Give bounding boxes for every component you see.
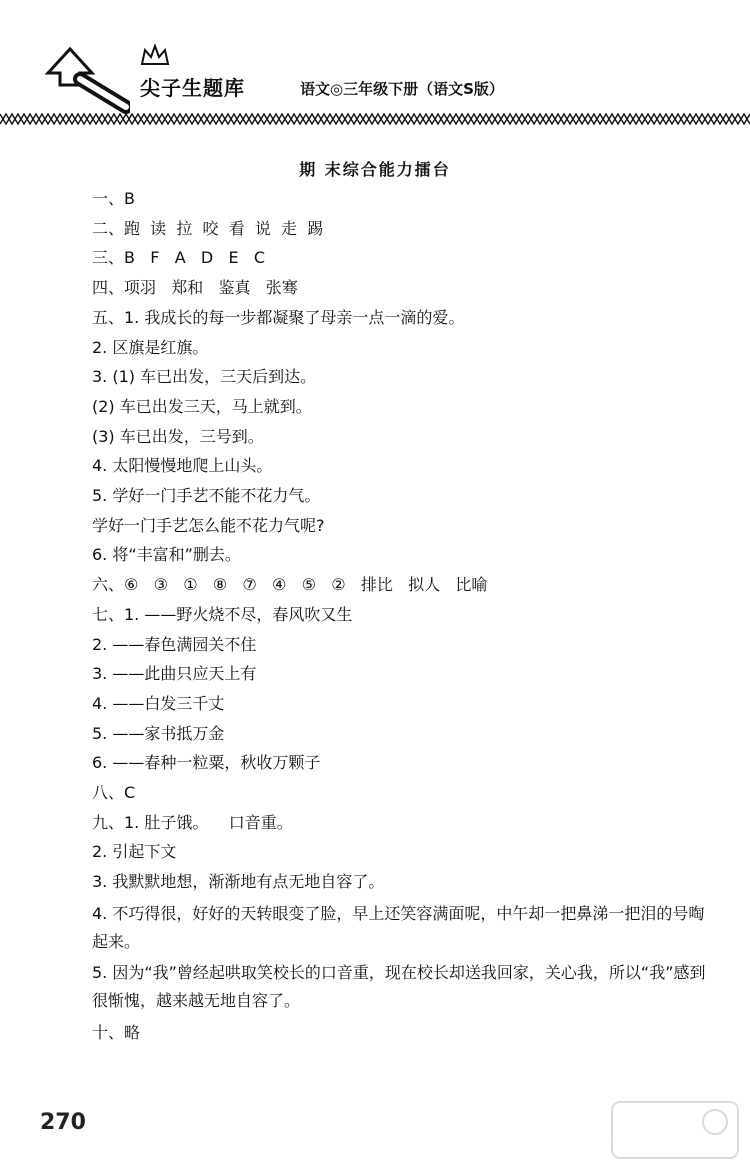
answer-line: 四、项羽 郑和 鉴真 张骞 [92,278,298,298]
answer-line: 三、B F A D E C [92,248,266,268]
answer-line: 五、1. 我成长的每一步都凝聚了母亲一点一滴的爱。 [92,307,465,327]
up-arrow-logo-icon [40,45,130,115]
answer-line: 一、B [92,189,135,208]
book-subtitle: 语文◎三年级下册（语文S版） [300,80,504,98]
answer-line: 3. 我默默地想，渐渐地有点无地自容了。 [92,872,385,892]
answer-paragraph: 5. 因为“我”曾经起哄取笑校长的口音重，现在校长却送我回家，关心我，所以“我”感到很惭愧，越来越无地自容了。 [92,962,706,1010]
answer-line: (2) 车已出发三天，马上就到。 [92,396,312,416]
answer-line: 6. ——春种一粒粟，秋收万颗子 [92,753,321,773]
answer-line: 2. ——春色满园关不住 [92,634,257,654]
zigzag-divider [0,112,750,126]
answer-line: 4. 太阳慢慢地爬上山头。 [92,456,273,476]
answer-line: 3. (1) 车已出发，三天后到达。 [92,367,317,387]
answer-line: 4. ——白发三千丈 [92,693,225,713]
answer-line: 二、跑 读 拉 咬 看 说 走 踢 [92,218,324,238]
page-header [0,0,750,135]
answer-line: 学好一门手艺怎么能不花力气呢? [92,515,325,535]
answer-content [92,184,720,1048]
answer-line: 八、C [92,783,136,803]
answer-line: 2. 区旗是红旗。 [92,337,209,357]
answer-line: (3) 车已出发，三号到。 [92,426,264,446]
answer-line: 5. 学好一门手艺不能不花力气。 [92,486,321,506]
answer-paragraph: 4. 不巧得很，好好的天转眼变了脸，早上还笑容满面呢，中午却一把鼻涕一把泪的号啕起来。 [92,903,705,951]
page-number: 270 [40,1110,86,1135]
crown-icon [140,44,170,66]
answer-line: 6. 将“丰富和”删去。 [92,545,241,565]
answer-line: 3. ——此曲只应天上有 [92,664,257,684]
answer-line: 六、⑥ ③ ① ⑧ ⑦ ④ ⑤ ② 排比 拟人 比喻 [92,575,488,595]
answer-line: 2. 引起下文 [92,842,177,862]
section-title: 期 末综合能力擂台 [299,160,451,179]
brand-logo: 尖子生题库 [140,76,245,100]
watermark-logo [610,1100,740,1160]
answer-line: 十、略 [92,1022,141,1042]
answer-line: 5. ——家书抵万金 [92,723,225,743]
answer-line: 七、1. ——野火烧不尽，春风吹又生 [92,604,353,624]
answer-line: 九、1. 肚子饿。 口音重。 [92,812,293,832]
